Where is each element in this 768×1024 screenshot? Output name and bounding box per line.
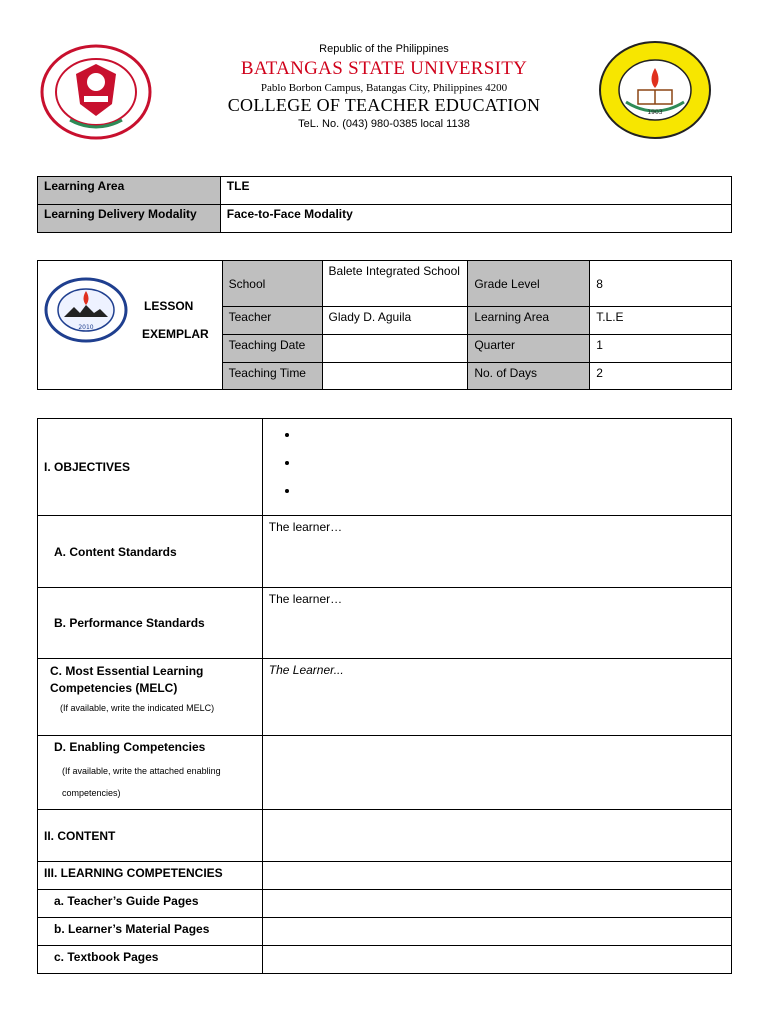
teacher-value: Glady D. Aguila [322,307,468,335]
teaching-time-label: Teaching Time [222,363,322,390]
enabling-note: (If available, write the attached enabling competencies) [62,766,221,798]
table-row [38,890,732,918]
university-name: BATANGAS STATE UNIVERSITY [240,58,528,79]
days-label: No. of Days [468,363,590,390]
enabling-label-cell [38,736,263,810]
table-row [38,946,732,974]
learning-area-label: Learning Area [38,177,221,205]
table-row [38,659,732,736]
textbook-value[interactable] [262,946,731,974]
learning-area-label-2: Learning Area [468,307,590,335]
table-row [38,736,732,810]
learning-info-table [37,176,732,233]
table-row [38,810,732,862]
list-item[interactable] [299,483,725,511]
table-row [38,516,732,588]
delivery-modality-value: Face-to-Face Modality [220,205,731,233]
objectives-list [269,427,725,511]
table-row [38,261,732,307]
lesson-exemplar-cell [38,261,223,390]
textbook-label: c. Textbook Pages [38,946,263,974]
learning-area-value-2: T.L.E [590,307,732,335]
list-item[interactable] [299,455,725,483]
content-value[interactable] [262,810,731,862]
enabling-value[interactable] [262,736,731,810]
content-standards-label: A. Content Standards [38,516,263,588]
teacher-label: Teacher [222,307,322,335]
teaching-time-value [322,363,468,390]
grade-level-label: Grade Level [468,261,590,307]
cte-seal-year: 1903 [647,109,663,116]
learning-area-value: TLE [220,177,731,205]
table-row [38,862,732,890]
teaching-date-label: Teaching Date [222,335,322,363]
lesson-exemplar-table [37,260,732,390]
learning-competencies-value[interactable] [262,862,731,890]
days-value: 2 [590,363,732,390]
table-row [38,588,732,659]
melc-label-cell [38,659,263,736]
college-name: COLLEGE OF TEACHER EDUCATION [227,95,541,115]
republic-line: Republic of the Philippines [319,43,449,55]
table-row [38,205,732,233]
performance-standards-value[interactable]: The learner… [262,588,731,659]
school-seal-year: 2010 [78,324,94,331]
delivery-modality-label: Learning Delivery Modality [38,205,221,233]
telephone-line: TeL. No. (043) 980-0385 local 1138 [298,118,470,130]
content-standards-value[interactable]: The learner… [262,516,731,588]
grade-level-value: 8 [590,261,732,307]
table-row [38,419,732,516]
school-label: School [222,261,322,307]
quarter-label: Quarter [468,335,590,363]
content-label: II. CONTENT [38,810,263,862]
melc-note: (If available, write the indicated MELC) [60,703,215,713]
lesson-plan-table [37,418,732,974]
school-value: Balete Integrated School [322,261,468,307]
table-row [38,918,732,946]
learners-material-value[interactable] [262,918,731,946]
school-seal-icon [44,277,128,343]
learning-competencies-label: III. LEARNING COMPETENCIES [38,862,263,890]
melc-label: C. Most Essential Learning Competencies (MELC) [50,664,204,695]
objectives-value[interactable] [262,419,731,516]
bsu-seal-year: 1903 [88,105,104,112]
teachers-guide-value[interactable] [262,890,731,918]
teachers-guide-label: a. Teacher’s Guide Pages [38,890,263,918]
objectives-label: I. OBJECTIVES [38,419,263,516]
enabling-label: D. Enabling Competencies [54,740,206,754]
performance-standards-label: B. Performance Standards [38,588,263,659]
list-item[interactable] [299,427,725,455]
teaching-date-value [322,335,468,363]
quarter-value: 1 [590,335,732,363]
learners-material-label: b. Learner’s Material Pages [38,918,263,946]
melc-value[interactable]: The Learner... [262,659,731,736]
exemplar-title: EXEMPLAR [142,327,209,341]
lesson-title: LESSON [144,299,194,313]
campus-address: Pablo Borbon Campus, Batangas City, Philippines 4200 [260,82,508,94]
table-row [38,177,732,205]
